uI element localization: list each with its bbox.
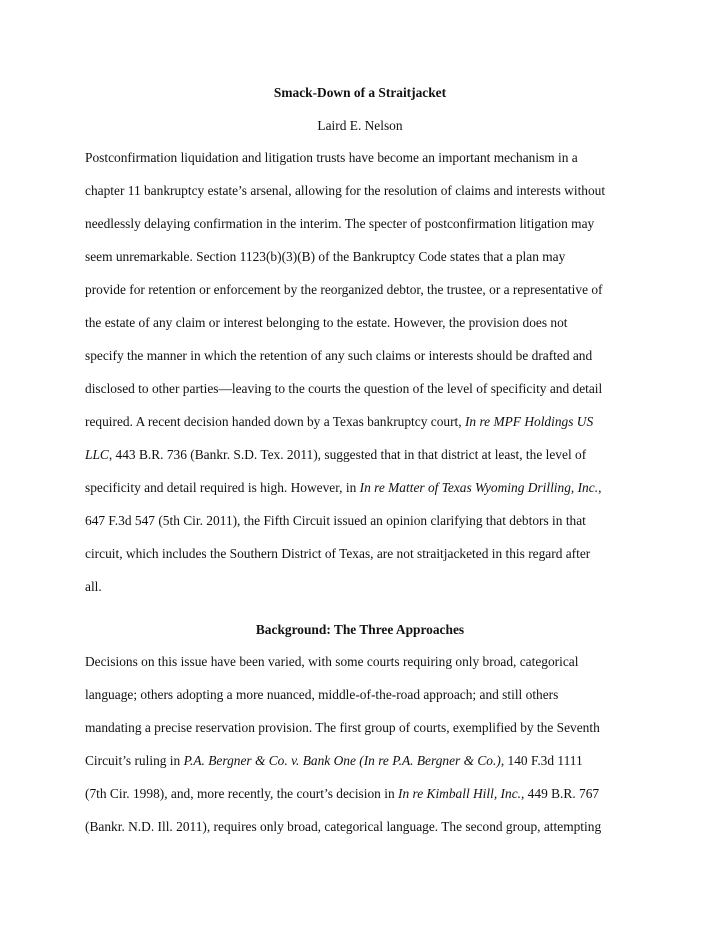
- text-run: , 449 B.R. 767: [520, 786, 600, 801]
- paragraph-intro: [85, 141, 665, 603]
- text-line: chapter 11 bankruptcy estate’s arsenal, allowing for the resolution of claims and interests without: [85, 183, 606, 198]
- case-citation: In re Kimball Hill, Inc.: [398, 786, 521, 801]
- text-run: , 443 B.R. 736 (Bankr. S.D. Tex. 2011), suggested that in that district at least, the level of: [108, 447, 587, 462]
- text-line: language; others adopting a more nuanced, middle-of-the-road approach; and still others: [85, 687, 559, 702]
- document-author: Laird E. Nelson: [317, 118, 403, 133]
- text-line: [85, 777, 665, 810]
- text-line: the estate of any claim or interest belonging to the estate. However, the provision does not: [85, 315, 568, 330]
- text-line: mandating a precise reservation provision. The first group of courts, exemplified by the Seventh: [85, 720, 600, 735]
- text-run: (7th Cir. 1998), and, more recently, the court’s decision in: [85, 786, 398, 801]
- case-citation: In re MPF Holdings US: [464, 414, 594, 429]
- case-citation: In re Matter of Texas Wyoming Drilling, Inc.: [359, 480, 599, 495]
- text-line: Postconfirmation liquidation and litigation trusts have become an important mechanism in a: [85, 150, 578, 165]
- text-line: 647 F.3d 547 (5th Cir. 2011), the Fifth Circuit issued an opinion clarifying that debtors in that: [85, 513, 586, 528]
- text-line: [85, 405, 665, 438]
- text-line: needlessly delaying confirmation in the interim. The specter of postconfirmation litigation may: [85, 216, 595, 231]
- paragraph-background: [85, 645, 665, 843]
- text-run: specificity and detail required is high. However, in: [85, 480, 360, 495]
- text-line: Decisions on this issue have been varied, with some courts requiring only broad, categorical: [85, 654, 579, 669]
- section-heading: Background: The Three Approaches: [255, 622, 465, 637]
- document-title: Smack-Down of a Straitjacket: [273, 85, 447, 100]
- text-line: seem unremarkable. Section 1123(b)(3)(B) of the Bankruptcy Code states that a plan may: [85, 249, 566, 264]
- text-line: circuit, which includes the Southern District of Texas, are not straitjacketed in this regard after: [85, 546, 591, 561]
- text-line: provide for retention or enforcement by the reorganized debtor, the trustee, or a representative of: [85, 282, 603, 297]
- case-citation: P.A. Bergner & Co. v. Bank One (In re P.A. Bergner & Co.): [183, 753, 501, 768]
- text-run: , 140 F.3d 1111: [500, 753, 583, 768]
- text-line: specify the manner in which the retention of any such claims or interests should be drafted and: [85, 348, 593, 363]
- text-run: required. A recent decision handed down by a Texas bankruptcy court,: [85, 414, 465, 429]
- text-run: Circuit’s ruling in: [85, 753, 184, 768]
- case-citation: LLC: [85, 447, 109, 462]
- text-line: [85, 438, 665, 471]
- text-line: all.: [85, 579, 102, 594]
- text-line: disclosed to other parties―leaving to the courts the question of the level of specificity and detail: [85, 381, 603, 396]
- text-run: ,: [598, 480, 602, 495]
- text-line: [85, 744, 665, 777]
- text-line: [85, 471, 665, 504]
- text-line: (Bankr. N.D. Ill. 2011), requires only broad, categorical language. The second group, attempting: [85, 819, 602, 834]
